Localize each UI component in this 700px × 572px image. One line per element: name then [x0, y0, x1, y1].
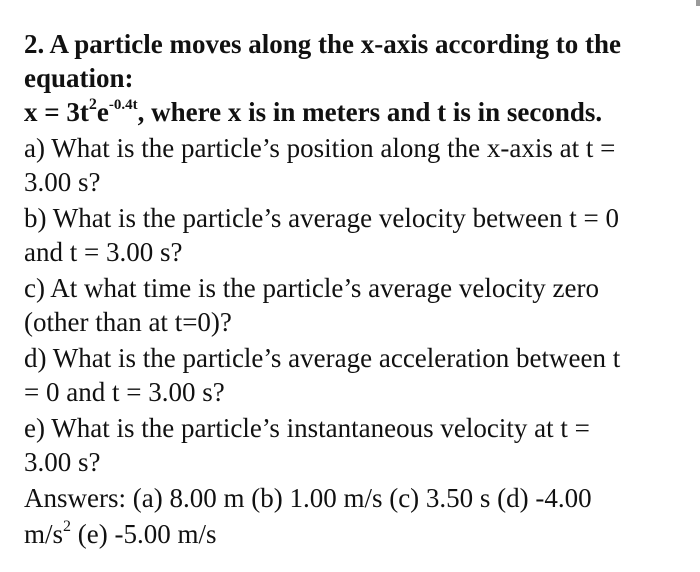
part-b-line-2: and t = 3.00 s?: [24, 237, 183, 267]
equation-line: [24, 96, 602, 128]
answers-unit-exponent: 2: [63, 518, 72, 535]
equation-rest: , where x is in meters and t is in seconds.: [137, 97, 603, 127]
part-d-line-2: = 0 and t = 3.00 s?: [24, 377, 225, 407]
part-c-line-2: (other than at t=0)?: [24, 307, 232, 337]
answers-line-2: [24, 518, 216, 550]
answers-part-e: (e) -5.00 m/s: [71, 519, 217, 549]
part-d-line-1: d) What is the particle’s average acceleration between t: [24, 343, 621, 373]
equation-exponent-2: -0.4t: [108, 97, 138, 113]
answers-unit: m/s: [24, 519, 64, 549]
part-e-line-2: 3.00 s?: [24, 447, 101, 477]
equation-exponent-1: 2: [88, 96, 97, 113]
part-e-line-1: e) What is the particle’s instantaneous velocity at t =: [24, 413, 590, 443]
answers-line-1: Answers: (a) 8.00 m (b) 1.00 m/s (c) 3.50 s (d) -4.00: [24, 483, 592, 513]
part-c-line-1: c) At what time is the particle’s average velocity zero: [24, 273, 600, 303]
heading-line-2: equation:: [24, 63, 134, 93]
heading-line-1: 2. A particle moves along the x-axis according to the: [24, 29, 621, 59]
equation-base-e: e: [96, 97, 109, 127]
part-a-line-1: a) What is the particle’s position along the x-axis at t =: [24, 133, 616, 163]
part-b-line-1: b) What is the particle’s average velocity between t = 0: [24, 203, 620, 233]
part-a-line-2: 3.00 s?: [24, 167, 101, 197]
edge-mark: [696, 0, 700, 6]
equation-lhs: x = 3t: [24, 97, 89, 127]
